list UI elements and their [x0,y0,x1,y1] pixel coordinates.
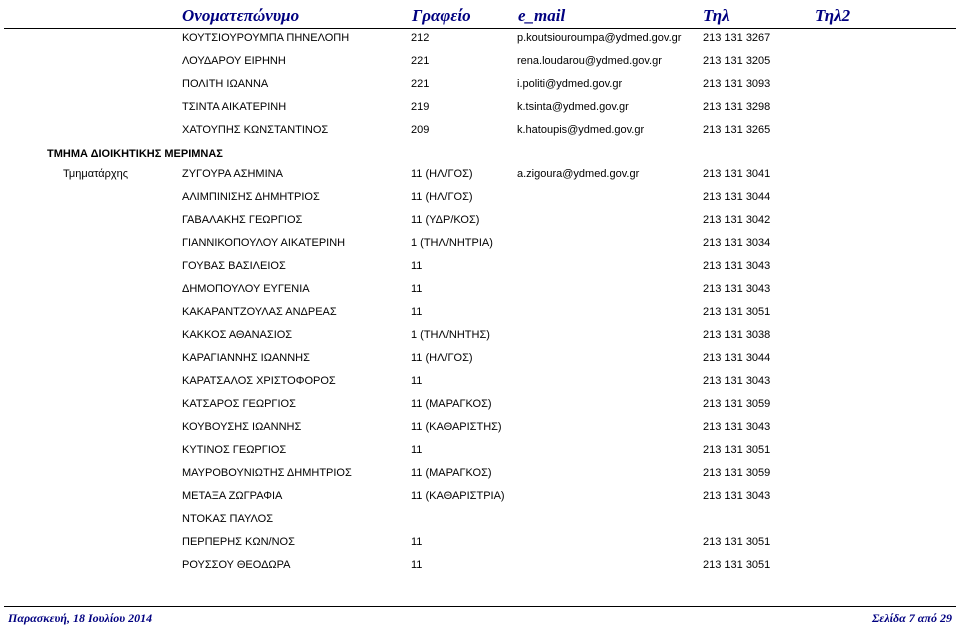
cell-phone: 213 131 3051 [703,306,771,318]
header-divider [4,28,956,29]
cell-phone: 213 131 3043 [703,490,771,502]
cell-phone: 213 131 3093 [703,78,771,90]
cell-office: 212 [411,32,430,44]
header-phone2: Τηλ2 [815,6,851,25]
cell-phone: 213 131 3042 [703,214,771,226]
cell-name: ΛΟΥΔΑΡΟΥ ΕΙΡΗΝΗ [182,55,286,67]
cell-name: ΓΙΑΝΝΙΚΟΠΟΥΛΟΥ ΑΙΚΑΤΕΡΙΝΗ [182,237,346,249]
cell-phone: 213 131 3043 [703,421,771,433]
cell-office: 11 [411,559,423,571]
cell-email: a.zigoura@ydmed.gov.gr [517,168,640,180]
cell-phone: 213 131 3298 [703,101,771,113]
cell-phone: 213 131 3043 [703,260,771,272]
cell-phone: 213 131 3051 [703,559,771,571]
footer-divider [4,606,956,607]
cell-name: ΚΥΤΙΝΟΣ ΓΕΩΡΓΙΟΣ [182,444,287,456]
cell-name: ΚΑΡΑΤΣΑΛΟΣ ΧΡΙΣΤΟΦΟΡΟΣ [182,375,336,387]
footer-date: Παρασκευή, 18 Ιουλίου 2014 [8,611,153,625]
cell-phone: 213 131 3038 [703,329,771,341]
cell-email: i.politi@ydmed.gov.gr [517,78,623,90]
cell-office: 1 (ΤΗΛ/ΝΗΤΗΣ) [411,329,490,341]
cell-name: ΔΗΜΟΠΟΥΛΟΥ ΕΥΓΕΝΙΑ [182,283,310,295]
cell-name: ΑΛΙΜΠΙΝΙΣΗΣ ΔΗΜΗΤΡΙΟΣ [182,191,320,203]
cell-name: ΚΑΚΚΟΣ ΑΘΑΝΑΣΙΟΣ [182,329,293,341]
cell-name: ΓΟΥΒΑΣ ΒΑΣΙΛΕΙΟΣ [182,260,286,272]
cell-name: ΚΑΡΑΓΙΑΝΝΗΣ ΙΩΑΝΝΗΣ [182,352,310,364]
cell-email: rena.loudarou@ydmed.gov.gr [517,55,662,67]
cell-phone: 213 131 3265 [703,124,771,136]
cell-office: 11 (ΗΛ/ΓΟΣ) [411,352,473,364]
cell-office: 11 [411,536,423,548]
header-email: e_mail [518,6,566,25]
footer-page: Σελίδα 7 από 29 [872,611,952,625]
cell-office: 11 (ΗΛ/ΓΟΣ) [411,191,473,203]
cell-phone: 213 131 3205 [703,55,771,67]
cell-office: 11 [411,306,423,318]
cell-name: ΚΟΥΒΟΥΣΗΣ ΙΩΑΝΝΗΣ [182,421,302,433]
cell-office: 209 [411,124,430,136]
cell-phone: 213 131 3059 [703,398,771,410]
cell-phone: 213 131 3043 [703,375,771,387]
cell-name: ΚΟΥΤΣΙΟΥΡΟΥΜΠΑ ΠΗΝΕΛΟΠΗ [182,32,350,44]
cell-name: ΡΟΥΣΣΟΥ ΘΕΟΔΩΡΑ [182,559,291,571]
cell-office: 221 [411,55,430,67]
cell-office: 11 [411,375,423,387]
cell-name: ΤΣΙΝΤΑ ΑΙΚΑΤΕΡΙΝΗ [182,101,287,113]
section-role: Τμηματάρχης [63,168,129,180]
cell-office: 11 [411,260,423,272]
cell-name: ΜΑΥΡΟΒΟΥΝΙΩΤΗΣ ΔΗΜΗΤΡΙΟΣ [182,467,352,479]
header-phone: Τηλ [703,6,730,25]
cell-phone: 213 131 3034 [703,237,771,249]
cell-name: ΠΕΡΠΕΡΗΣ ΚΩΝ/ΝΟΣ [182,536,295,548]
cell-email: p.koutsiouroumpa@ydmed.gov.gr [517,32,682,44]
cell-phone: 213 131 3044 [703,352,771,364]
cell-name: ΚΑΤΣΑΡΟΣ ΓΕΩΡΓΙΟΣ [182,398,296,410]
cell-office: 11 (ΚΑΘΑΡΙΣΤΗΣ) [411,421,502,433]
cell-phone: 213 131 3041 [703,168,771,180]
cell-office: 11 (ΚΑΘΑΡΙΣΤΡΙΑ) [411,490,505,502]
cell-office: 11 (ΗΛ/ΓΟΣ) [411,168,473,180]
section-title: ΤΜΗΜΑ ΔΙΟΙΚΗΤΙΚΗΣ ΜΕΡΙΜΝΑΣ [47,148,223,160]
cell-phone: 213 131 3267 [703,32,771,44]
cell-email: k.hatoupis@ydmed.gov.gr [517,124,645,136]
cell-name: ΝΤΟΚΑΣ ΠΑΥΛΟΣ [182,513,274,525]
cell-email: k.tsinta@ydmed.gov.gr [517,101,629,113]
cell-office: 11 (ΜΑΡΑΓΚΟΣ) [411,398,492,410]
cell-name: ΖΥΓΟΥΡΑ ΑΣΗΜΙΝΑ [182,168,283,180]
cell-office: 221 [411,78,430,90]
cell-phone: 213 131 3059 [703,467,771,479]
cell-phone: 213 131 3043 [703,283,771,295]
cell-name: ΠΟΛΙΤΗ ΙΩΑΝΝΑ [182,78,269,90]
cell-office: 11 [411,444,423,456]
cell-office: 11 [411,283,423,295]
cell-office: 1 (ΤΗΛ/ΝΗΤΡΙΑ) [411,237,493,249]
cell-office: 219 [411,101,430,113]
cell-name: ΚΑΚΑΡΑΝΤΖΟΥΛΑΣ ΑΝΔΡΕΑΣ [182,306,337,318]
cell-phone: 213 131 3051 [703,444,771,456]
cell-name: ΧΑΤΟΥΠΗΣ ΚΩΝΣΤΑΝΤΙΝΟΣ [182,124,329,136]
header-name: Ονοματεπώνυμο [182,6,300,25]
cell-name: ΜΕΤΑΞΑ ΖΩΓΡΑΦΙΑ [182,490,283,502]
cell-office: 11 (ΜΑΡΑΓΚΟΣ) [411,467,492,479]
cell-phone: 213 131 3044 [703,191,771,203]
cell-office: 11 (ΥΔΡ/ΚΟΣ) [411,214,480,226]
cell-name: ΓΑΒΑΛΑΚΗΣ ΓΕΩΡΓΙΟΣ [182,214,303,226]
cell-phone: 213 131 3051 [703,536,771,548]
header-office: Γραφείο [412,6,471,25]
